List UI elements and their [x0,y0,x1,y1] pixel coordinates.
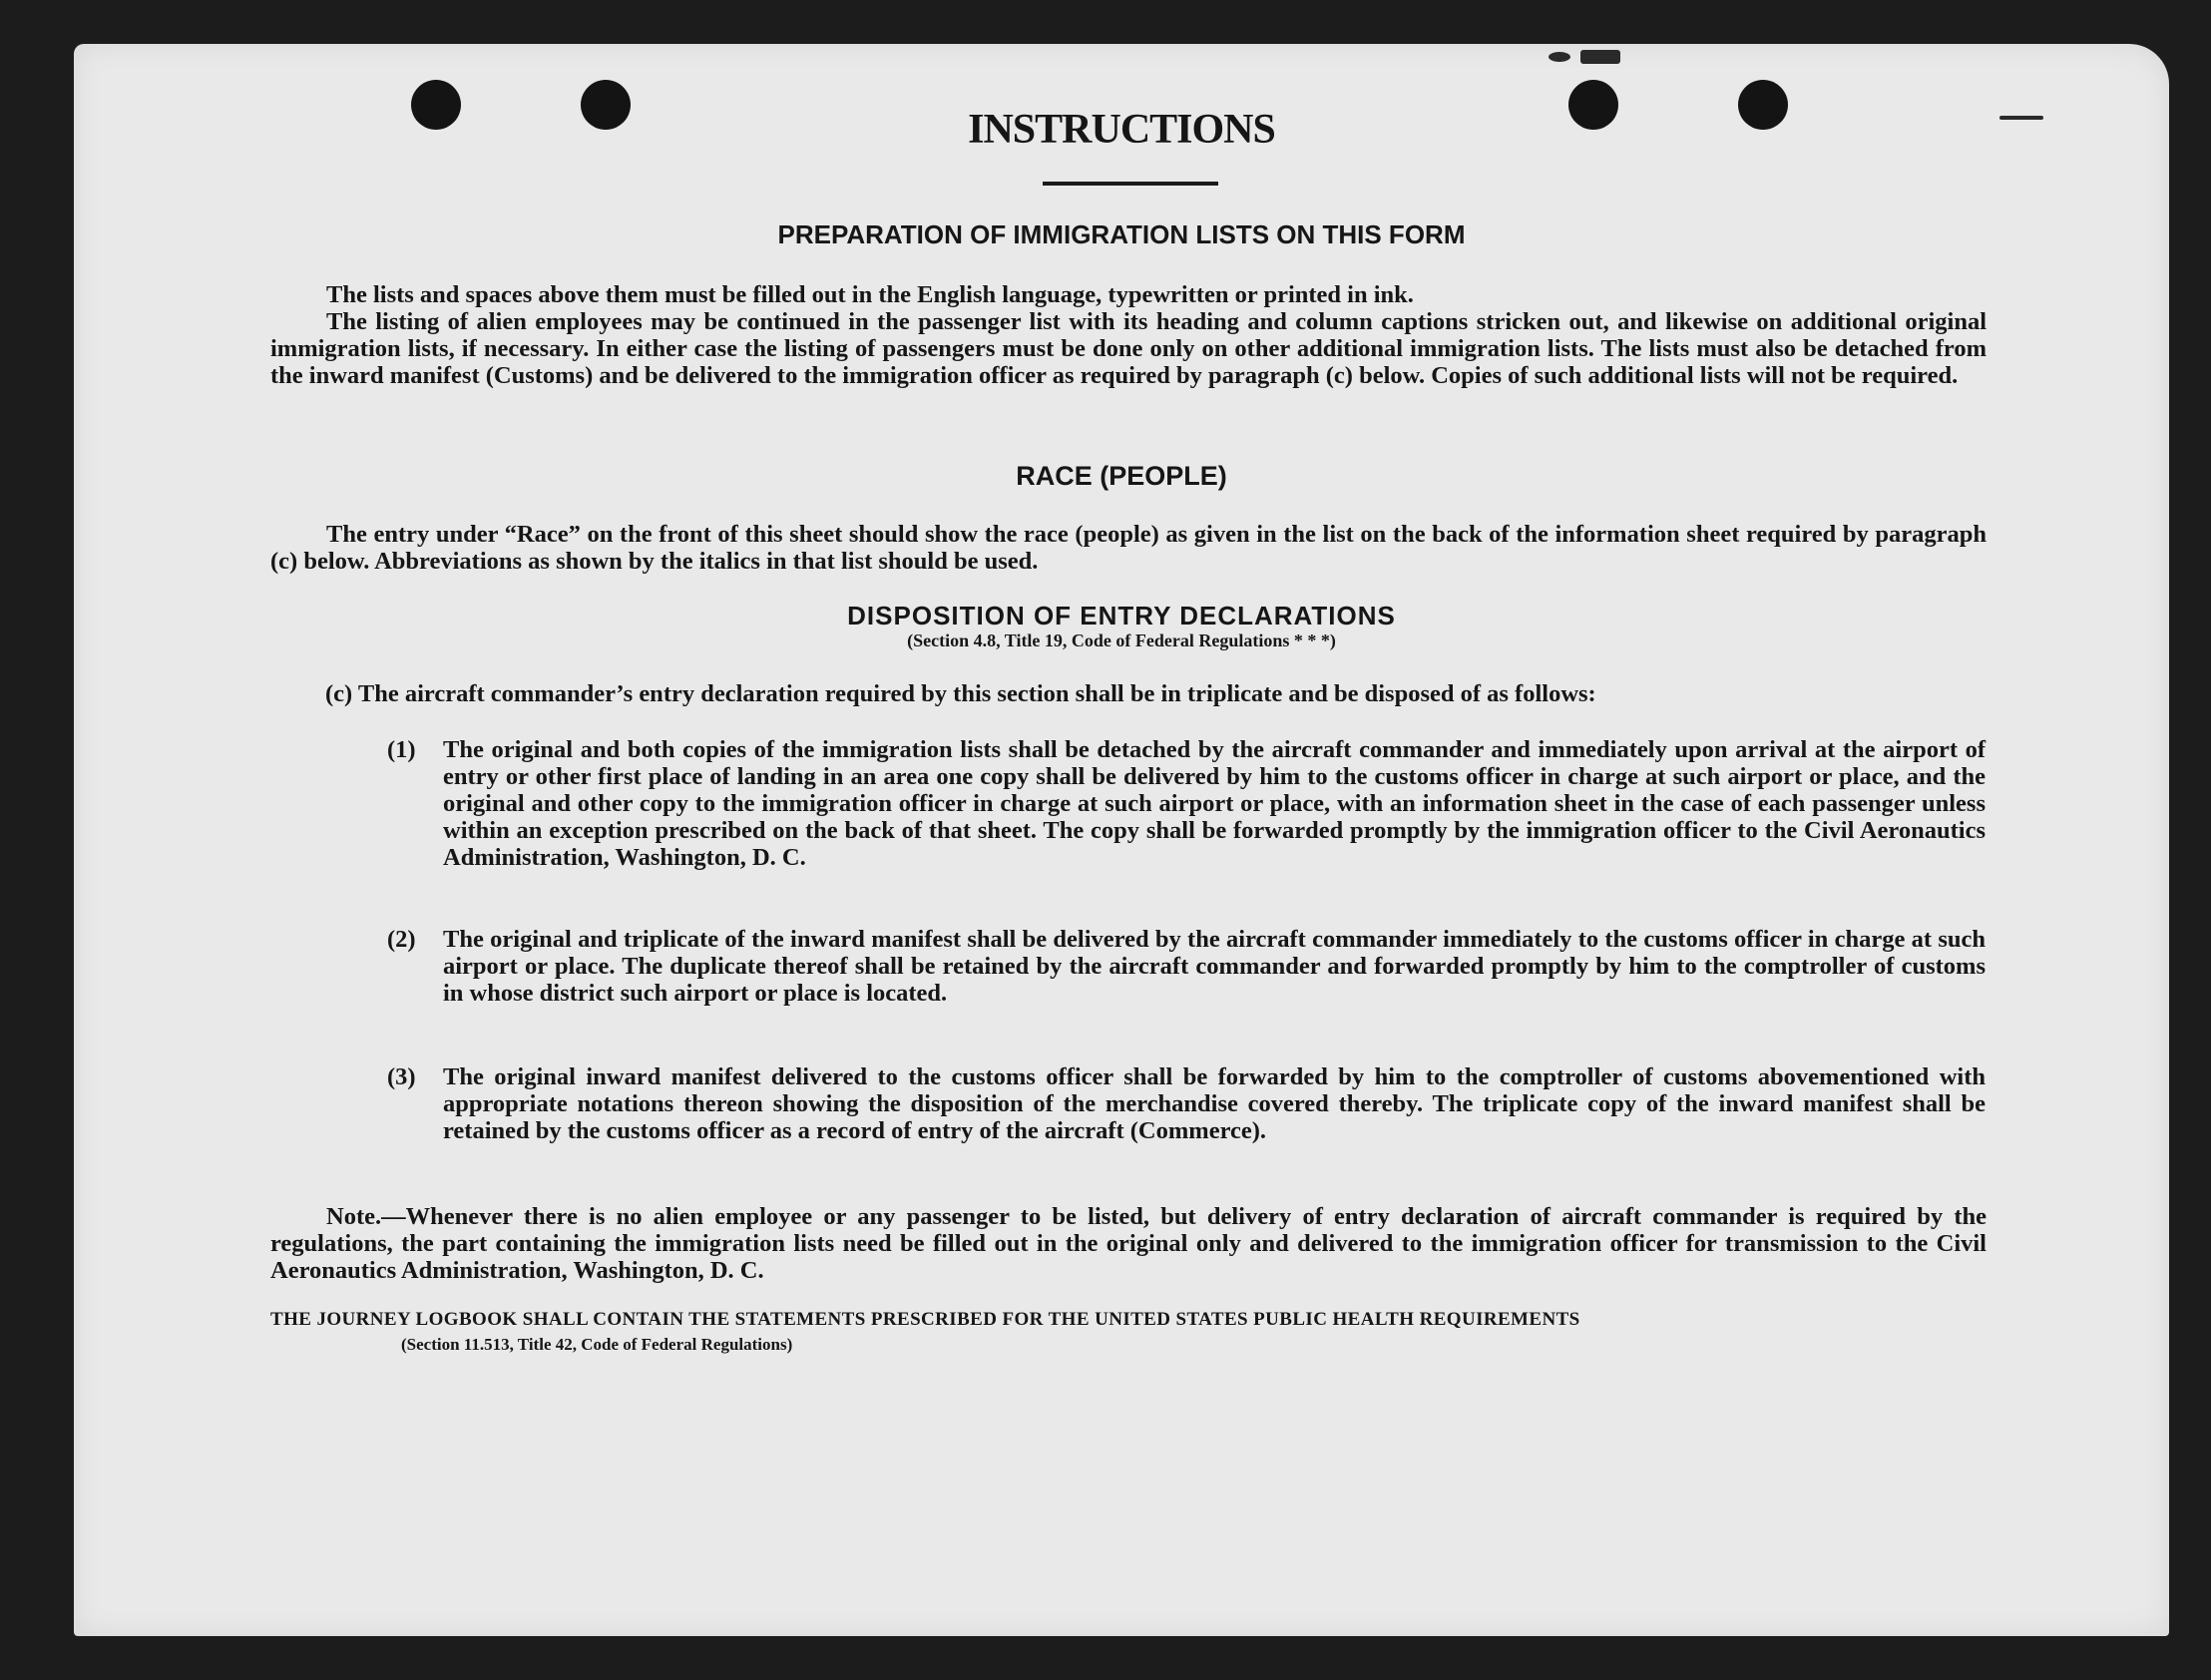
note-paragraph: Note.—Whenever there is no alien employee or any passenger to be listed, but delivery of entry declaration of aircraft commander is required by the regulations, the part containing the immigration lists need be filled out in the original only and delivered to the immigration officer for transmission to the Civil Aeronautics Administration, Washington, D. C. [270,1203,1987,1284]
section-heading-preparation: PREPARATION OF IMMIGRATION LISTS ON THIS FORM [777,219,1466,249]
disposition-intro: (c) The aircraft commander’s entry declaration required by this section shall be in triplicate and be disposed of as follows: [325,680,1596,707]
disposition-item [387,736,1986,871]
item-number: (2) [387,926,416,953]
section-heading-race: RACE (PEOPLE) [1016,461,1227,491]
race-paragraph: The entry under “Race” on the front of this sheet should show the race (people) as given in the list on the back of the information sheet required by paragraph (c) below. Abbreviations as shown by the italics in that list should be used. [270,521,1987,575]
preparation-line-2: The listing of alien employees may be continued in the passenger list with its heading and column captions stricken out, and likewise on additional original immigration lists, if necessary. In either case the listing of passengers must be done only on other additional immigration lists. The lists must also be detached from the inward manifest (Customs) and be delivered to the immigration officer as required by paragraph (c) below. Copies of such additional lists will not be required. [270,308,1987,389]
disposition-item [387,1063,1986,1144]
preparation-paragraph [270,281,1987,389]
journey-logbook-citation: (Section 11.513, Title 42, Code of Federal Regulations) [401,1335,793,1354]
disposition-citation: (Section 4.8, Title 19, Code of Federal Regulations * * *) [907,630,1336,650]
page-title: INSTRUCTIONS [968,107,1275,153]
item-number: (3) [387,1063,416,1090]
item-text: The original inward manifest delivered to the customs officer shall be forwarded by him to the comptroller of customs abovementioned with appropriate notations thereon showing the disposition of the merchandise covered thereby. The triplicate copy of the inward manifest shall be retained by the customs officer as a record of entry of the aircraft (Commerce). [443,1063,1986,1144]
item-text: The original and triplicate of the inward manifest shall be delivered by the aircraft commander immediately to the customs officer in charge at such airport or place. The duplicate thereof shall be retained by the aircraft commander and forwarded promptly by him to the comptroller of customs in whose district such airport or place is located. [443,926,1986,1007]
disposition-item [387,926,1986,1007]
item-number: (1) [387,736,416,763]
preparation-line-1: The lists and spaces above them must be filled out in the English language, typewritten or printed in ink. [326,281,1414,308]
item-text: The original and both copies of the immigration lists shall be detached by the aircraft commander and immediately upon arrival at the airport of entry or other first place of landing in an area one copy shall be delivered by him to the customs officer in charge at such airport or place, and the original and other copy to the immigration officer in charge at such airport or place, with an information sheet in the case of each passenger unless within an exception prescribed on the back of that sheet. The copy shall be forwarded promptly by the immigration officer to the Civil Aeronautics Administration, Washington, D. C. [443,736,1986,871]
section-heading-disposition: DISPOSITION OF ENTRY DECLARATIONS [847,601,1396,630]
journey-logbook-notice: THE JOURNEY LOGBOOK SHALL CONTAIN THE STATEMENTS PRESCRIBED FOR THE UNITED STATES PUBLIC HEALTH REQUIREMENTS [270,1309,1580,1330]
document-page [74,44,2169,1636]
title-underline [1043,182,1218,186]
